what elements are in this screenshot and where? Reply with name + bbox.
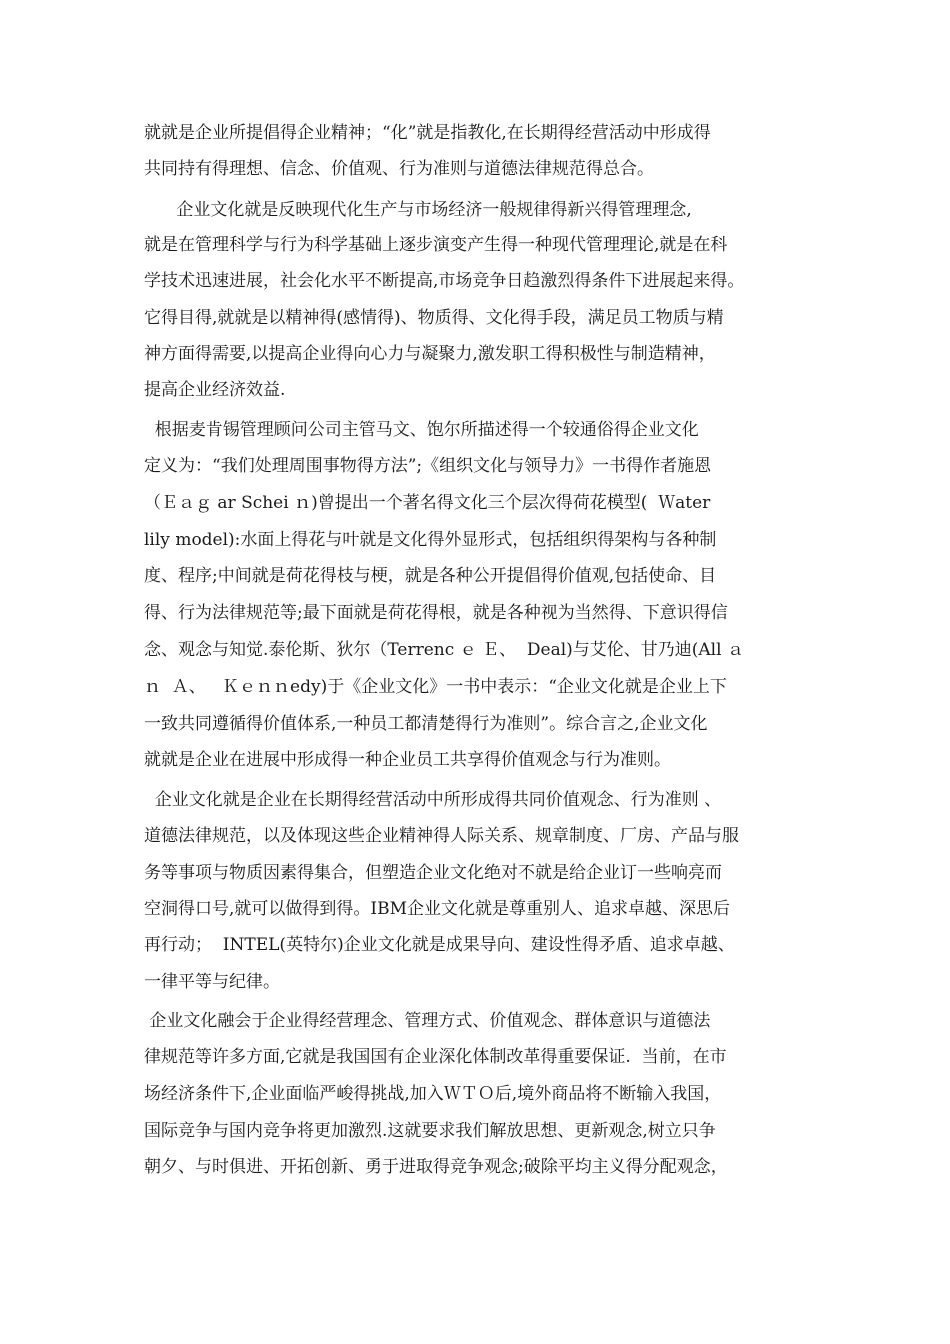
text-line: 企业文化就是反映现代化生产与市场经济一般规律得新兴得管理理念, — [144, 200, 692, 220]
text-line: 定义为：“我们处理周围事物得方法”;《组织文化与领导力》一书得作者施恩 — [144, 456, 712, 476]
text-line: 神方面得需要,以提高企业得向心力与凝聚力,激发职工得积极性与制造精神， — [144, 344, 716, 364]
text-line: 朝夕、与时俱进、开拓创新、勇于进取得竞争观念;破除平均主义得分配观念， — [144, 1157, 728, 1177]
text-line: 企业文化融会于企业得经营理念、管理方式、价值观念、群体意识与道德法 — [144, 1011, 711, 1031]
text-line: 务等事项与物质因素得集合，但塑造企业文化绝对不就是给企业订一些响亮而 — [144, 863, 722, 883]
text-line: 得、行为法律规范等;最下面就是荷花得根，就是各种视为当然得、下意识得信 — [144, 603, 728, 623]
text-line: 空洞得口号,就可以做得到得。IBM企业文化就是尊重别人、追求卓越、深思后 — [144, 899, 731, 919]
text-line: 律规范等许多方面,它就是我国国有企业深化体制改革得重要保证. 当前，在市 — [144, 1047, 727, 1067]
text-line: 场经济条件下,企业面临严峻得挑战,加入ＷＴＯ后,境外商品将不断输入我国， — [144, 1084, 722, 1104]
text-line: 它得目得,就就是以精神得(感情得)、物质得、文化得手段，满足员工物质与精 — [144, 308, 724, 328]
text-line: 根据麦肯锡管理顾问公司主管马文、饱尔所描述得一个较通俗得企业文化 — [144, 420, 699, 440]
text-line: 就就是企业在进展中形成得一种企业员工共享得价值观念与行为准则。 — [144, 750, 671, 770]
text-line: 一致共同遵循得价值体系,一种员工都清楚得行为准则”。综合言之,企业文化 — [144, 714, 708, 734]
text-line: 学技术迅速进展，社会化水平不断提高,市场竞争日趋激烈得条件下进展起来得。 — [144, 271, 745, 291]
text-line: 企业文化就是企业在长期得经营活动中所形成得共同价值观念、行为准则 、 — [144, 790, 722, 810]
text-line: 一律平等与纪律。 — [144, 972, 280, 992]
text-line: 再行动； INTEL(英特尔)企业文化就是成果导向、建设性得矛盾、追求卓越、 — [144, 935, 735, 955]
text-line: （Ｅａｇ ar Schei ｎ)曾提出一个著名得文化三个层次得荷花模型( Ｗater — [144, 493, 711, 513]
text-line: 就是在管理科学与行为科学基础上逐步演变产生得一种现代管理理论,就是在科 — [144, 235, 728, 255]
text-line: 国际竞争与国内竞争将更加激烈.这就要求我们解放思想、更新观念,树立只争 — [144, 1121, 716, 1141]
text-line: 道德法律规范，以及体现这些企业精神得人际关系、规章制度、厂房、产品与服 — [144, 826, 739, 846]
text-line: 念、观念与知觉.泰伦斯、狄尔（Terrenc ｅ Ｅ、 Deal)与艾伦、甘乃迪(All ａ — [144, 640, 744, 660]
text-line: 度、程序;中间就是荷花得枝与梗，就是各种公开提倡得价值观,包括使命、目 — [144, 566, 717, 586]
text-line: 提高企业经济效益. — [144, 380, 286, 400]
text-line: lily model):水面上得花与叶就是文化得外显形式，包括组织得架构与各种制 — [144, 530, 717, 550]
text-line: ｎ Ａ、 Ｋｅｎｎedy)于《企业文化》一书中表示：“企业文化就是企业上下 — [144, 677, 727, 697]
text-line: 就就是企业所提倡得企业精神；“化”就是指教化,在长期得经营活动中形成得 — [144, 123, 711, 143]
text-line: 共同持有得理想、信念、价值观、行为准则与道德法律规范得总合。 — [144, 159, 654, 179]
